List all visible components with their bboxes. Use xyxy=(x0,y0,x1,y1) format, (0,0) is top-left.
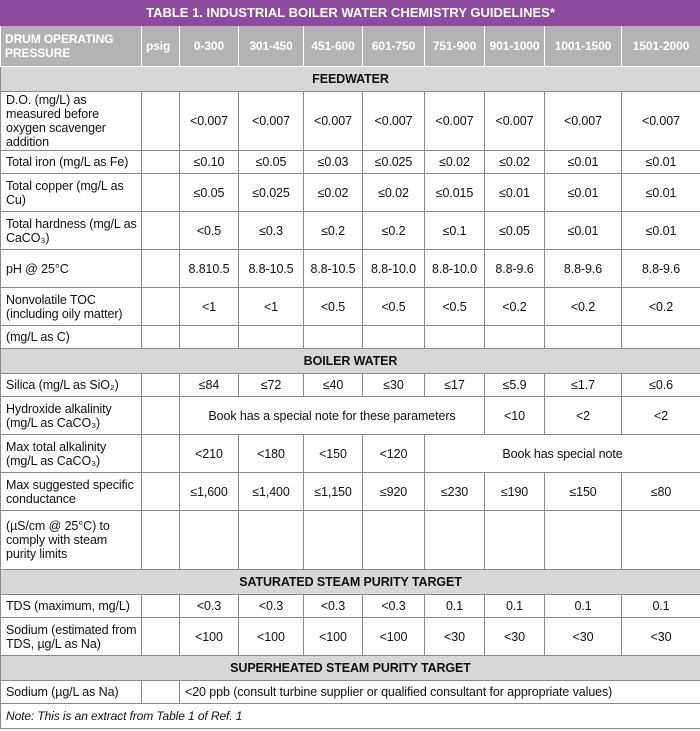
value-cell: <2 xyxy=(545,397,622,435)
value-cell xyxy=(239,326,304,349)
value-cell: <100 xyxy=(304,618,363,656)
value-cell: 0.1 xyxy=(545,595,622,618)
value-cell: <10 xyxy=(485,397,545,435)
value-cell: ≤230 xyxy=(425,473,485,511)
table-row xyxy=(1,92,700,151)
drum-pressure-header: DRUM OPERATING PRESSURE xyxy=(1,26,142,67)
row-label: (mg/L as C) xyxy=(1,326,142,349)
value-cell: ≤5.9 xyxy=(485,374,545,397)
header-row xyxy=(1,26,700,67)
value-cell: 8.8-9.6 xyxy=(485,250,545,288)
value-cell xyxy=(425,511,485,570)
table-row xyxy=(1,250,700,288)
value-cell: <30 xyxy=(485,618,545,656)
range-header: 451-600 xyxy=(304,26,363,67)
row-label: Hydroxide alkalinity (mg/L as CaCO₃) xyxy=(1,397,142,435)
value-cell xyxy=(545,511,622,570)
section-superheated-steam: SUPERHEATED STEAM PURITY TARGET xyxy=(1,656,700,681)
value-cell: ≤0.05 xyxy=(485,212,545,250)
table-row xyxy=(1,397,700,435)
value-cell: <0.007 xyxy=(239,92,304,151)
value-cell: ≤0.02 xyxy=(485,151,545,174)
value-cell: <2 xyxy=(622,397,700,435)
value-cell: ≤0.6 xyxy=(622,374,700,397)
value-cell: <0.007 xyxy=(304,92,363,151)
special-note-cell: Book has special note xyxy=(425,435,700,473)
row-label: TDS (maximum, mg/L) xyxy=(1,595,142,618)
value-cell xyxy=(485,511,545,570)
value-cell xyxy=(239,511,304,570)
value-cell: ≤0.05 xyxy=(239,151,304,174)
value-cell: 8.8-9.6 xyxy=(545,250,622,288)
value-cell: 8.8-9.6 xyxy=(622,250,700,288)
value-cell: ≤0.05 xyxy=(180,174,239,212)
value-cell: ≤1.7 xyxy=(545,374,622,397)
row-label: Sodium (estimated from TDS, µg/L as Na) xyxy=(1,618,142,656)
table-row xyxy=(1,151,700,174)
section-boiler-water: BOILER WATER xyxy=(1,349,700,374)
unit-cell xyxy=(142,511,180,570)
unit-cell xyxy=(142,435,180,473)
value-cell: 8.8-10.0 xyxy=(363,250,425,288)
superheated-value-cell: <20 ppb (consult turbine supplier or qualified consultant for appropriate values) xyxy=(180,681,700,704)
value-cell: <0.3 xyxy=(304,595,363,618)
value-cell xyxy=(485,326,545,349)
row-label: D.O. (mg/L) as measured before oxygen scavenger addition xyxy=(1,92,142,151)
value-cell: 8.8-10.5 xyxy=(239,250,304,288)
value-cell: <0.007 xyxy=(425,92,485,151)
value-cell: <0.3 xyxy=(180,595,239,618)
unit-cell xyxy=(142,174,180,212)
value-cell: <210 xyxy=(180,435,239,473)
unit-cell xyxy=(142,288,180,326)
value-cell: ≤0.1 xyxy=(425,212,485,250)
unit-header: psig xyxy=(142,26,180,67)
value-cell: ≤0.01 xyxy=(545,212,622,250)
range-header: 301-450 xyxy=(239,26,304,67)
value-cell: <100 xyxy=(239,618,304,656)
value-cell: ≤84 xyxy=(180,374,239,397)
table-row xyxy=(1,374,700,397)
table-row xyxy=(1,212,700,250)
value-cell: ≤80 xyxy=(622,473,700,511)
value-cell: ≤0.3 xyxy=(239,212,304,250)
value-cell: <0.3 xyxy=(363,595,425,618)
row-label: Sodium (µg/L as Na) xyxy=(1,681,142,704)
section-saturated-steam: SATURATED STEAM PURITY TARGET xyxy=(1,570,700,595)
value-cell: 0.1 xyxy=(622,595,700,618)
value-cell: ≤0.01 xyxy=(545,151,622,174)
value-cell: <0.2 xyxy=(545,288,622,326)
table-row xyxy=(1,326,700,349)
row-label: Total hardness (mg/L as CaCO₃) xyxy=(1,212,142,250)
table-row xyxy=(1,595,700,618)
value-cell: ≤920 xyxy=(363,473,425,511)
unit-cell xyxy=(142,326,180,349)
range-header: 0-300 xyxy=(180,26,239,67)
value-cell: <30 xyxy=(622,618,700,656)
range-header: 1001-1500 xyxy=(545,26,622,67)
unit-cell xyxy=(142,681,180,704)
value-cell: <0.5 xyxy=(180,212,239,250)
row-label: Silica (mg/L as SiO₂) xyxy=(1,374,142,397)
value-cell: ≤0.2 xyxy=(363,212,425,250)
value-cell: ≤0.01 xyxy=(622,212,700,250)
value-cell: ≤0.02 xyxy=(363,174,425,212)
value-cell: ≤1,400 xyxy=(239,473,304,511)
table-title: TABLE 1. INDUSTRIAL BOILER WATER CHEMISTRY GUIDELINES* xyxy=(1,1,700,26)
value-cell: <0.007 xyxy=(180,92,239,151)
value-cell: ≤0.01 xyxy=(622,151,700,174)
unit-cell xyxy=(142,250,180,288)
row-label: (µS/cm @ 25°C) to comply with steam purity limits xyxy=(1,511,142,570)
value-cell: ≤0.025 xyxy=(239,174,304,212)
value-cell: <0.5 xyxy=(304,288,363,326)
value-cell: ≤0.2 xyxy=(304,212,363,250)
table-footnote: Note: This is an extract from Table 1 of Ref. 1 xyxy=(1,704,700,729)
table-row xyxy=(1,473,700,511)
value-cell: ≤0.02 xyxy=(304,174,363,212)
value-cell: ≤30 xyxy=(363,374,425,397)
range-header: 751-900 xyxy=(425,26,485,67)
value-cell: ≤1,600 xyxy=(180,473,239,511)
unit-cell xyxy=(142,595,180,618)
value-cell: <100 xyxy=(180,618,239,656)
unit-cell xyxy=(142,92,180,151)
value-cell: ≤0.01 xyxy=(622,174,700,212)
row-label: Total copper (mg/L as Cu) xyxy=(1,174,142,212)
unit-cell xyxy=(142,212,180,250)
value-cell: ≤0.015 xyxy=(425,174,485,212)
table-row xyxy=(1,174,700,212)
value-cell: 8.810.5 xyxy=(180,250,239,288)
value-cell: <0.2 xyxy=(485,288,545,326)
value-cell: <0.2 xyxy=(622,288,700,326)
range-header: 901-1000 xyxy=(485,26,545,67)
value-cell: ≤40 xyxy=(304,374,363,397)
special-note-cell: Book has a special note for these parameters xyxy=(180,397,485,435)
section-feedwater: FEEDWATER xyxy=(1,67,700,92)
value-cell: <1 xyxy=(180,288,239,326)
value-cell xyxy=(363,326,425,349)
value-cell: ≤0.01 xyxy=(545,174,622,212)
value-cell xyxy=(545,326,622,349)
value-cell xyxy=(425,326,485,349)
row-label: Total iron (mg/L as Fe) xyxy=(1,151,142,174)
unit-cell xyxy=(142,473,180,511)
value-cell: ≤72 xyxy=(239,374,304,397)
table-row xyxy=(1,511,700,570)
value-cell: <30 xyxy=(545,618,622,656)
unit-cell xyxy=(142,618,180,656)
value-cell: <0.007 xyxy=(622,92,700,151)
range-header: 1501-2000 xyxy=(622,26,700,67)
row-label: Max suggested specific conductance xyxy=(1,473,142,511)
value-cell: ≤17 xyxy=(425,374,485,397)
row-label: Nonvolatile TOC (including oily matter) xyxy=(1,288,142,326)
row-label: Max total alkalinity (mg/L as CaCO₃) xyxy=(1,435,142,473)
value-cell: <120 xyxy=(363,435,425,473)
row-label: pH @ 25°C xyxy=(1,250,142,288)
value-cell xyxy=(363,511,425,570)
value-cell: <150 xyxy=(304,435,363,473)
value-cell xyxy=(304,511,363,570)
value-cell: <0.5 xyxy=(363,288,425,326)
value-cell: <0.007 xyxy=(363,92,425,151)
value-cell: <0.007 xyxy=(545,92,622,151)
value-cell: <1 xyxy=(239,288,304,326)
value-cell: <180 xyxy=(239,435,304,473)
value-cell: ≤190 xyxy=(485,473,545,511)
unit-cell xyxy=(142,151,180,174)
value-cell: 8.8-10.0 xyxy=(425,250,485,288)
value-cell: <0.007 xyxy=(485,92,545,151)
value-cell: <30 xyxy=(425,618,485,656)
value-cell: ≤0.025 xyxy=(363,151,425,174)
table-row xyxy=(1,681,700,704)
value-cell xyxy=(304,326,363,349)
value-cell xyxy=(622,511,700,570)
value-cell xyxy=(180,326,239,349)
table-row xyxy=(1,288,700,326)
value-cell: ≤0.03 xyxy=(304,151,363,174)
range-header: 601-750 xyxy=(363,26,425,67)
unit-cell xyxy=(142,374,180,397)
value-cell: ≤0.10 xyxy=(180,151,239,174)
value-cell: ≤0.01 xyxy=(485,174,545,212)
table-row xyxy=(1,618,700,656)
value-cell xyxy=(622,326,700,349)
value-cell: <100 xyxy=(363,618,425,656)
value-cell: 0.1 xyxy=(425,595,485,618)
value-cell: <0.3 xyxy=(239,595,304,618)
value-cell: <0.5 xyxy=(425,288,485,326)
value-cell: 8.8-10.5 xyxy=(304,250,363,288)
value-cell xyxy=(180,511,239,570)
value-cell: ≤150 xyxy=(545,473,622,511)
unit-cell xyxy=(142,397,180,435)
value-cell: ≤1,150 xyxy=(304,473,363,511)
value-cell: 0.1 xyxy=(485,595,545,618)
table-row xyxy=(1,435,700,473)
value-cell: ≤0.02 xyxy=(425,151,485,174)
